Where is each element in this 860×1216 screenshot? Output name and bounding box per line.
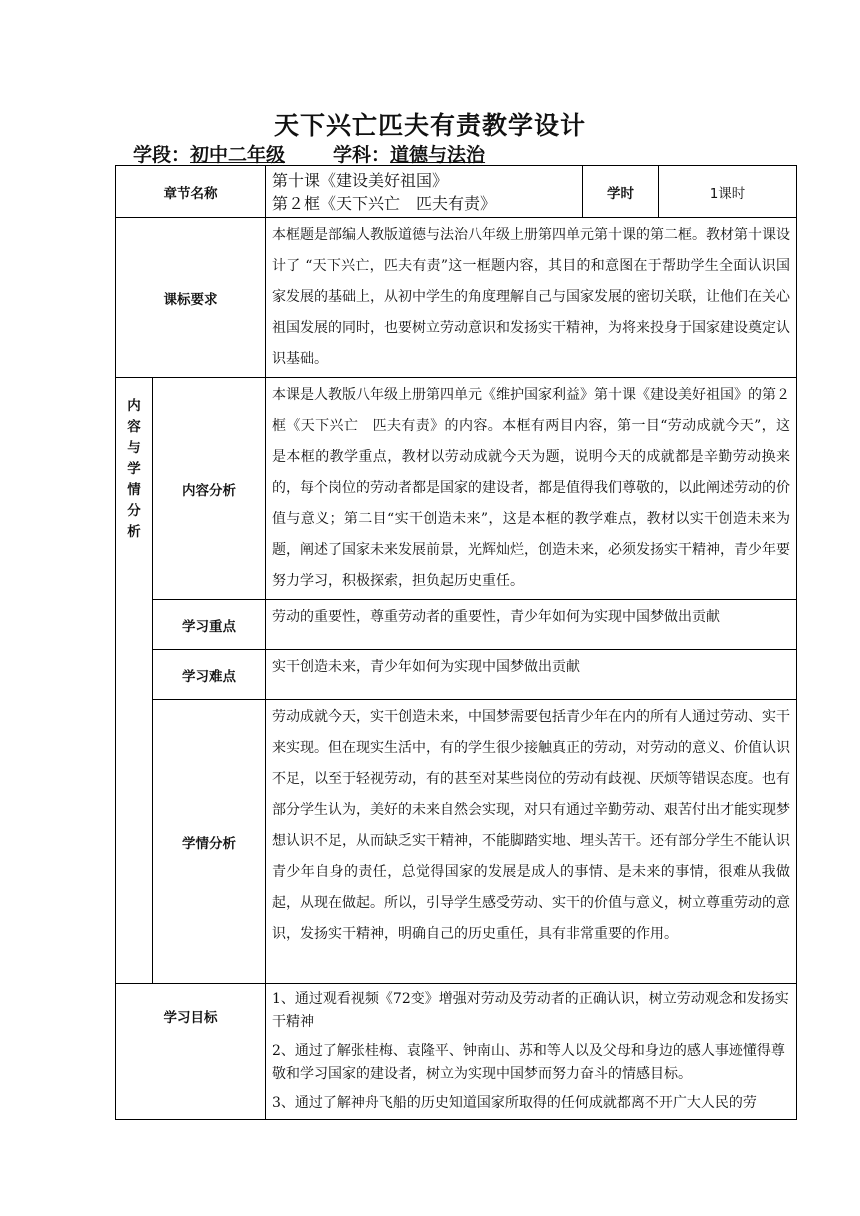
table-row xyxy=(116,600,797,650)
hours-value: 1课时 xyxy=(659,166,797,218)
goal-item: 1、通过观看视频《72变》增强对劳动及劳动者的正确认识，树立劳动观念和发扬实干精神 xyxy=(272,991,789,1030)
chapter-label: 章节名称 xyxy=(116,166,266,218)
curriculum-label: 课标要求 xyxy=(116,218,266,378)
table-row xyxy=(116,650,797,700)
chapter-line-2: 第２框《天下兴亡 匹夫有责》 xyxy=(272,193,497,213)
key-text: 劳动的重要性，尊重劳动者的重要性，青少年如何为实现中国梦做出贡献 xyxy=(266,600,797,650)
lesson-plan-table xyxy=(115,165,797,1120)
section-label: 内容与学情分析 xyxy=(116,378,153,984)
difficulty-text: 实干创造未来，青少年如何为实现中国梦做出贡献 xyxy=(266,650,797,700)
curriculum-text: 本框题是部编人教版道德与法治八年级上册第四单元第十课的第二框。教材第十课设计了 “天下兴亡，匹夫有责”这一框题内容，其目的和意图在于帮助学生全面认识国家发展的基础上，从初中学生的角度理解自己与国家发展的密切关联，让他们在关心祖国发展的同时，也要树立劳动意识和发扬实干精神，为将来投身于国家建设奠定认识基础。 xyxy=(266,218,797,378)
table-row xyxy=(116,700,797,984)
key-label: 学习重点 xyxy=(153,600,266,650)
content-text: 本课是人教版八年级上册第四单元《维护国家利益》第十课《建设美好祖国》的第２框《天下兴亡 匹夫有责》的内容。本框有两目内容，第一目“劳动成就今天”，这是本框的教学重点，教材以劳动成就今天为题，说明今天的成就都是辛勤劳动换来的，每个岗位的劳动者都是国家的建设者，都是值得我们尊敬的，以此阐述劳动的价值与意义；第二目“实干创造未来”，这是本框的教学难点，教材以实干创造未来为题，阐述了国家未来发展前景，光辉灿烂，创造未来，必须发扬实干精神，青少年要努力学习，积极探索，担负起历史重任。 xyxy=(266,378,797,600)
goals-content xyxy=(266,984,797,1120)
student-label: 学情分析 xyxy=(153,700,266,984)
goal-item: 2、通过了解张桂梅、袁隆平、钟南山、苏和等人以及父母和身边的感人事迹懂得尊敬和学习国家的建设者，树立为实现中国梦而努力奋斗的情感目标。 xyxy=(272,1043,785,1082)
student-text: 劳动成就今天，实干创造未来，中国梦需要包括青少年在内的所有人通过劳动、实干来实现。但在现实生活中，有的学生很少接触真正的劳动，对劳动的意义、价值认识不足，以至于轻视劳动，有的甚至对某些岗位的劳动有歧视、厌烦等错误态度。也有部分学生认为，美好的未来自然会实现，对只有通过辛勤劳动、艰苦付出才能实现梦想认识不足，从而缺乏实干精神，不能脚踏实地、埋头苦干。还有部分学生不能认识青少年自身的责任，总觉得国家的发展是成人的事情、是未来的事情，很难从我做起，从现在做起。所以，引导学生感受劳动、实干的价值与意义，树立尊重劳动的意识，发扬实干精神，明确自己的历史重任，具有非常重要的作用。 xyxy=(266,700,797,984)
subject-label: 学科： xyxy=(333,144,391,166)
table-row xyxy=(116,984,797,1120)
goals-label: 学习目标 xyxy=(116,984,266,1120)
chapter-line-1: 第十课《建设美好祖国》 xyxy=(272,170,449,190)
stage-label: 学段： xyxy=(133,144,191,166)
difficulty-label: 学习难点 xyxy=(153,650,266,700)
page-title: 天下兴亡匹夫有责教学设计 xyxy=(273,111,586,140)
chapter-value xyxy=(266,166,583,218)
hours-label: 学时 xyxy=(583,166,659,218)
stage-value: 初中二年级 xyxy=(190,144,286,166)
content-label: 内容分析 xyxy=(153,378,266,600)
table-row xyxy=(116,378,797,600)
document-meta xyxy=(133,140,485,167)
subject-value: 道德与法治 xyxy=(390,144,486,166)
table-row xyxy=(116,166,797,218)
goal-item: 3、通过了解神舟飞船的历史知道国家所取得的任何成就都离不开广大人民的劳 xyxy=(272,1095,757,1111)
table-row xyxy=(116,218,797,378)
